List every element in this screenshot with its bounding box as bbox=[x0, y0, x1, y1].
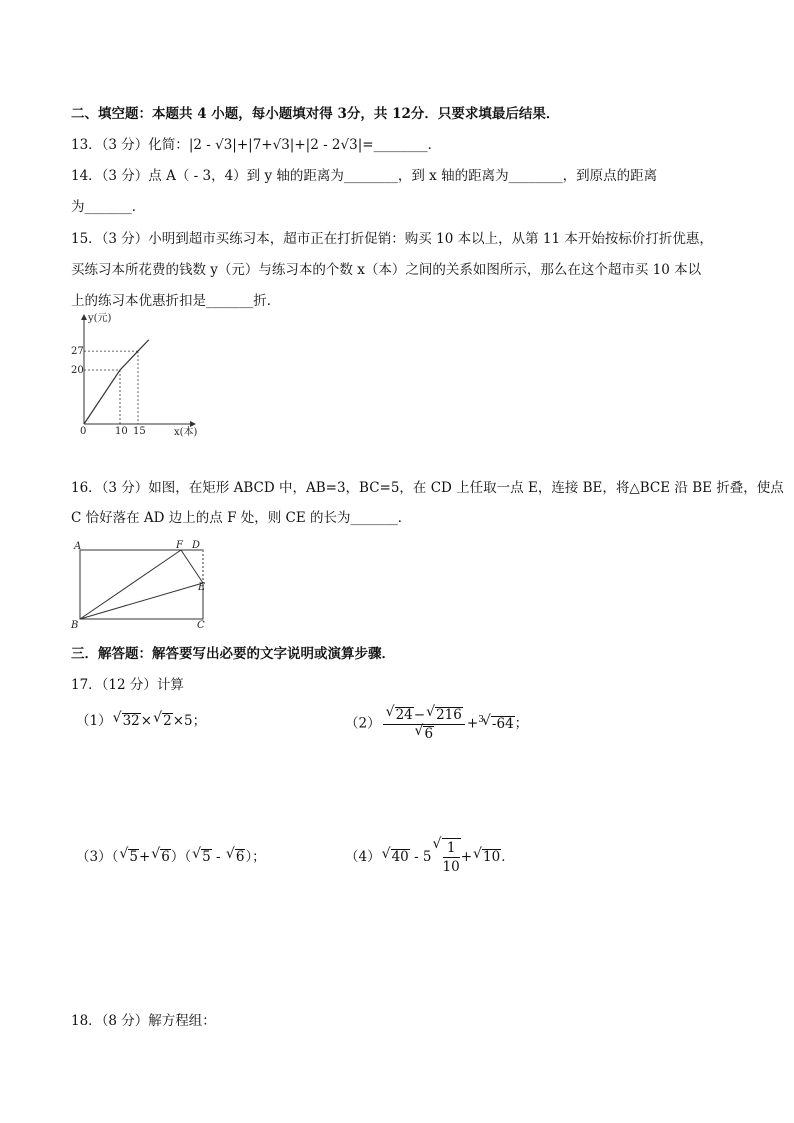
q17-p3-open: （ bbox=[111, 849, 119, 865]
x-tick-10: 10 bbox=[115, 426, 128, 437]
segment-bf bbox=[80, 550, 181, 619]
question-18-title: 18．（8 分）解方程组： bbox=[71, 1013, 216, 1029]
q17-p4-plus: + bbox=[460, 849, 473, 865]
q14-blank-1: ________ bbox=[343, 168, 398, 184]
q14-text-a: 14．（3 分）点 A（ - 3，4）到 y 轴的距离为 bbox=[71, 168, 344, 184]
question-15-line-1: 15．（3 分）小明到超市买练习本，超市正在打折促销：购买 10 本以上，从第 11 本开始按标价打折优惠， bbox=[71, 231, 713, 247]
q17-p4-frac-num: √ 1 bbox=[443, 839, 460, 858]
question-15-line-3 bbox=[71, 291, 280, 311]
q14-blank-2: ________ bbox=[508, 168, 563, 184]
q17-p2-sqrt-216: √ 216 bbox=[435, 707, 463, 722]
q17-p3-plus: + bbox=[138, 849, 151, 865]
q17-p4-sqrt-40: √ 40 bbox=[391, 849, 410, 864]
q17-p3-mid: ）（ bbox=[170, 849, 192, 865]
q17-p4-label: （4） bbox=[345, 849, 381, 865]
label-b: B bbox=[71, 620, 79, 630]
guide-lines bbox=[84, 351, 138, 424]
q14-text-d: 为 bbox=[71, 199, 85, 215]
q14-blank-3: _______ bbox=[84, 199, 132, 215]
label-a: A bbox=[74, 541, 82, 552]
q17-p2-plus: + bbox=[466, 715, 479, 732]
q17-p3-label: （3） bbox=[76, 849, 112, 865]
q17-p1-tail: ×5； bbox=[172, 713, 207, 729]
section-2-heading: 二、填空题：本题共 4 小题，每小题填对得 3分，共 12分．只要求填最后结果． bbox=[71, 106, 560, 122]
q17-p1-sqrt-2: √ 2 bbox=[162, 713, 173, 728]
question-16-line-1: 16．（3 分）如图，在矩形 ABCD 中，AB=3，BC=5，在 CD 上任取一点 E，连接 BE，将△BCE 沿 BE 折叠，使点 bbox=[71, 480, 784, 496]
segment-be bbox=[80, 583, 203, 619]
y-axis-arrow bbox=[81, 314, 87, 320]
q17-p3-close: ）； bbox=[245, 849, 266, 865]
q16-text-a: C 恰好落在 AD 边上的点 F 处，则 CE 的长为 bbox=[71, 510, 351, 526]
q16-blank: _______ bbox=[350, 510, 398, 526]
q17-p1-times: × bbox=[140, 713, 153, 729]
q17-p2-label: （2） bbox=[345, 715, 381, 732]
q17-p4-tail: ． bbox=[501, 849, 515, 865]
q17-p3-sqrt-5b: √ 5 bbox=[201, 849, 212, 864]
q15-graph bbox=[70, 310, 210, 440]
y-axis-label: y(元) bbox=[88, 313, 112, 324]
q16-rectangle-figure bbox=[68, 538, 218, 630]
q13-end: ． bbox=[427, 137, 442, 153]
x-tick-15: 15 bbox=[133, 426, 146, 437]
q17-p1-label: （1） bbox=[76, 713, 112, 729]
q17-p4-sqrt-10: √ 10 bbox=[482, 849, 501, 864]
question-14-line-2 bbox=[71, 197, 145, 217]
q13-expression: |2 - √3|+|7+√3|+|2 - 2√3|= bbox=[188, 137, 374, 153]
question-14-line-1 bbox=[71, 166, 657, 186]
q17-p3-sqrt-6b: √ 6 bbox=[235, 849, 246, 864]
x-axis-label: x(本) bbox=[174, 427, 198, 438]
q17-p4-frac-den: 10 bbox=[442, 859, 460, 875]
q17-p1-sqrt-32: √ 32 bbox=[122, 713, 141, 728]
question-17-title: 17．（12 分）计算 bbox=[71, 677, 184, 693]
question-16-line-2 bbox=[71, 508, 411, 528]
q13-prefix: 13．（3 分）化简： bbox=[71, 137, 189, 153]
q17-p2-cube-index: 3 bbox=[478, 715, 484, 725]
q17-p2-fraction bbox=[383, 706, 465, 743]
section-3-heading: 三．解答题：解答要写出必要的文字说明或演算步骤． bbox=[71, 646, 395, 662]
q17-p2-sqrt-6: √ 6 bbox=[423, 726, 434, 741]
label-f: F bbox=[176, 540, 183, 551]
segment-fe bbox=[181, 550, 203, 583]
label-d: D bbox=[192, 540, 201, 551]
q17-p3-minus: - bbox=[211, 849, 225, 865]
q17-p2-minus: − bbox=[413, 706, 426, 723]
x-tick-0: 0 bbox=[80, 426, 87, 437]
q16-text-b: ． bbox=[397, 510, 412, 526]
q17-p4-mid: - 5 bbox=[409, 849, 432, 865]
q17-part-4 bbox=[345, 838, 515, 876]
q15-blank: _______ bbox=[206, 293, 254, 309]
q15-text-b: 折． bbox=[253, 293, 281, 309]
q14-text-c: ，到原点的距离 bbox=[562, 168, 658, 184]
q17-p3-sqrt-5a: √ 5 bbox=[128, 849, 139, 864]
y-tick-27: 27 bbox=[71, 346, 84, 358]
rectangle-abcd bbox=[80, 550, 203, 619]
q14-text-b: ，到 x 轴的距离为 bbox=[397, 168, 509, 184]
cost-line bbox=[84, 340, 149, 424]
q17-part-3 bbox=[76, 847, 266, 867]
q17-p4-sqrt-fraction bbox=[442, 838, 461, 876]
label-c: C bbox=[197, 620, 205, 630]
question-13 bbox=[71, 135, 441, 155]
q14-text-e: ． bbox=[131, 199, 146, 215]
q17-part-2 bbox=[345, 702, 528, 743]
q17-p3-sqrt-6a: √ 6 bbox=[160, 849, 171, 864]
question-15-line-2: 买练习本所花费的钱数 y（元）与练习本的个数 x（本）之间的关系如图所示，那么在这个超市买 10 本以 bbox=[71, 262, 702, 278]
q17-p2-sqrt-24: √ 24 bbox=[395, 707, 414, 722]
q17-p2-cbrt-neg64: √ -64 bbox=[491, 716, 515, 731]
label-e: E bbox=[198, 582, 206, 593]
q17-part-1 bbox=[76, 711, 206, 731]
q15-text-a: 上的练习本优惠折扣是 bbox=[71, 293, 206, 309]
y-tick-20: 20 bbox=[71, 365, 84, 376]
q17-p2-tail: ； bbox=[514, 715, 529, 732]
q13-blank: ________ bbox=[373, 137, 428, 153]
